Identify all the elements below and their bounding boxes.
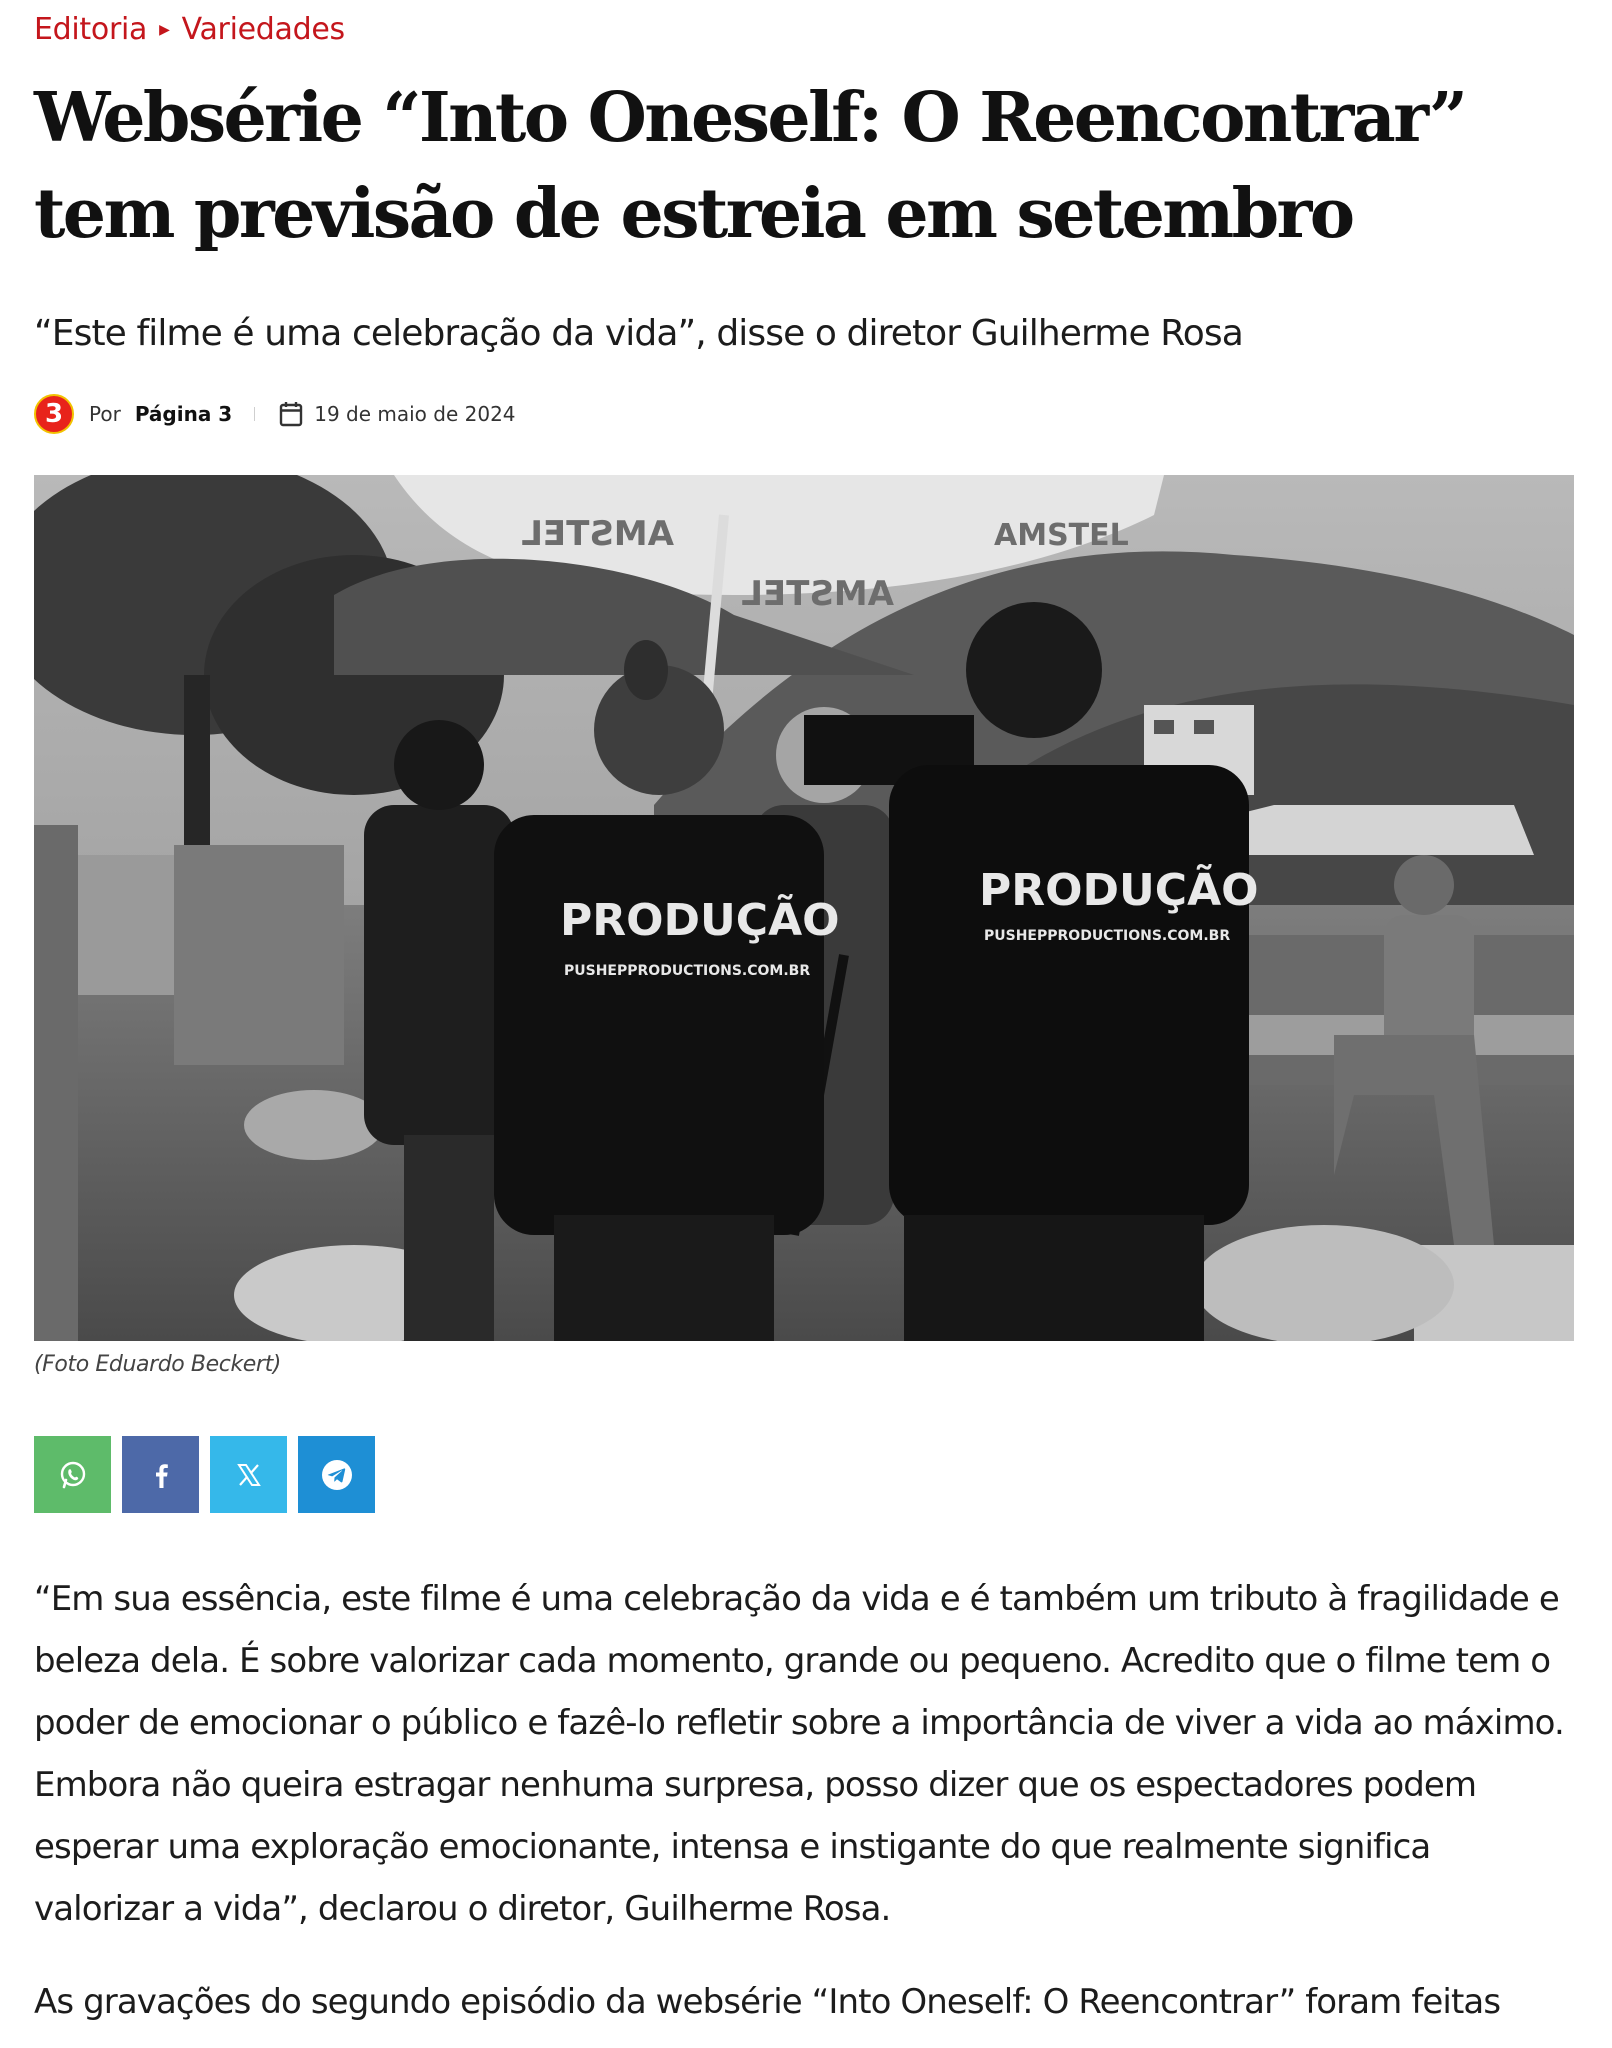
whatsapp-icon xyxy=(58,1460,88,1490)
article-photo[interactable] xyxy=(34,475,1574,1341)
article-paragraph-2: As gravações do segundo episódio da websérie “Into Oneself: O Reencontrar” foram feitas xyxy=(34,1982,1501,2022)
article-paragraph-1: “Em sua essência, este filme é uma celebração da vida e é também um tributo à fragilidade e beleza dela. É sobre valorizar cada momento, grande ou pequeno. Acredito que o filme tem o poder de emocionar o público e fazê-lo refletir sobre a importância de viver a vida ao máximo. Embora não queira estragar nenhuma surpresa, posso dizer que os espectadores podem esperar uma exploração emocionante, intensa e instigante do que realmente significa valorizar a vida”, declarou o diretor, Guilherme Rosa. xyxy=(34,1579,1564,1929)
facebook-icon xyxy=(152,1461,170,1489)
by-label: Por xyxy=(89,402,121,426)
share-facebook-button[interactable] xyxy=(122,1436,199,1513)
share-telegram-button[interactable] xyxy=(298,1436,375,1513)
breadcrumb-editoria-link[interactable]: Editoria xyxy=(34,12,148,47)
share-x-button[interactable] xyxy=(210,1436,287,1513)
share-buttons xyxy=(34,1436,375,1513)
meta-divider xyxy=(254,407,255,421)
x-icon xyxy=(236,1462,262,1488)
shirt-text-2: PRODUÇÃO xyxy=(979,865,1259,916)
photo-caption: (Foto Eduardo Beckert) xyxy=(34,1352,281,1377)
umbrella-label-3: AMSTEL xyxy=(994,518,1129,553)
author-link[interactable]: Página 3 xyxy=(134,402,233,426)
article-title: Websérie “Into Oneself: O Reencontrar” tem previsão de estreia em setembro xyxy=(34,78,1466,254)
article-body xyxy=(34,1568,1574,2048)
shirt-text-1: PRODUÇÃO xyxy=(560,895,840,946)
author-avatar[interactable] xyxy=(34,394,74,434)
article-meta xyxy=(34,392,516,436)
telegram-icon xyxy=(321,1459,353,1491)
calendar-icon xyxy=(278,400,304,428)
breadcrumb-separator-icon: ▶ xyxy=(159,21,170,38)
shirt-subtext-2: PUSHEPPRODUCTIONS.COM.BR xyxy=(984,928,1231,944)
umbrella-label-1: AMSTEL xyxy=(521,514,674,554)
breadcrumb-category-link[interactable]: Variedades xyxy=(181,12,345,47)
share-whatsapp-button[interactable] xyxy=(34,1436,111,1513)
article-subtitle: “Este filme é uma celebração da vida”, disse o diretor Guilherme Rosa xyxy=(34,313,1243,354)
breadcrumb xyxy=(34,12,345,47)
shirt-subtext-1: PUSHEPPRODUCTIONS.COM.BR xyxy=(564,963,811,979)
umbrella-label-2: AMSTEL xyxy=(741,574,894,614)
publish-date: 19 de maio de 2024 xyxy=(314,402,516,426)
author-avatar-text: 3 xyxy=(44,399,64,429)
